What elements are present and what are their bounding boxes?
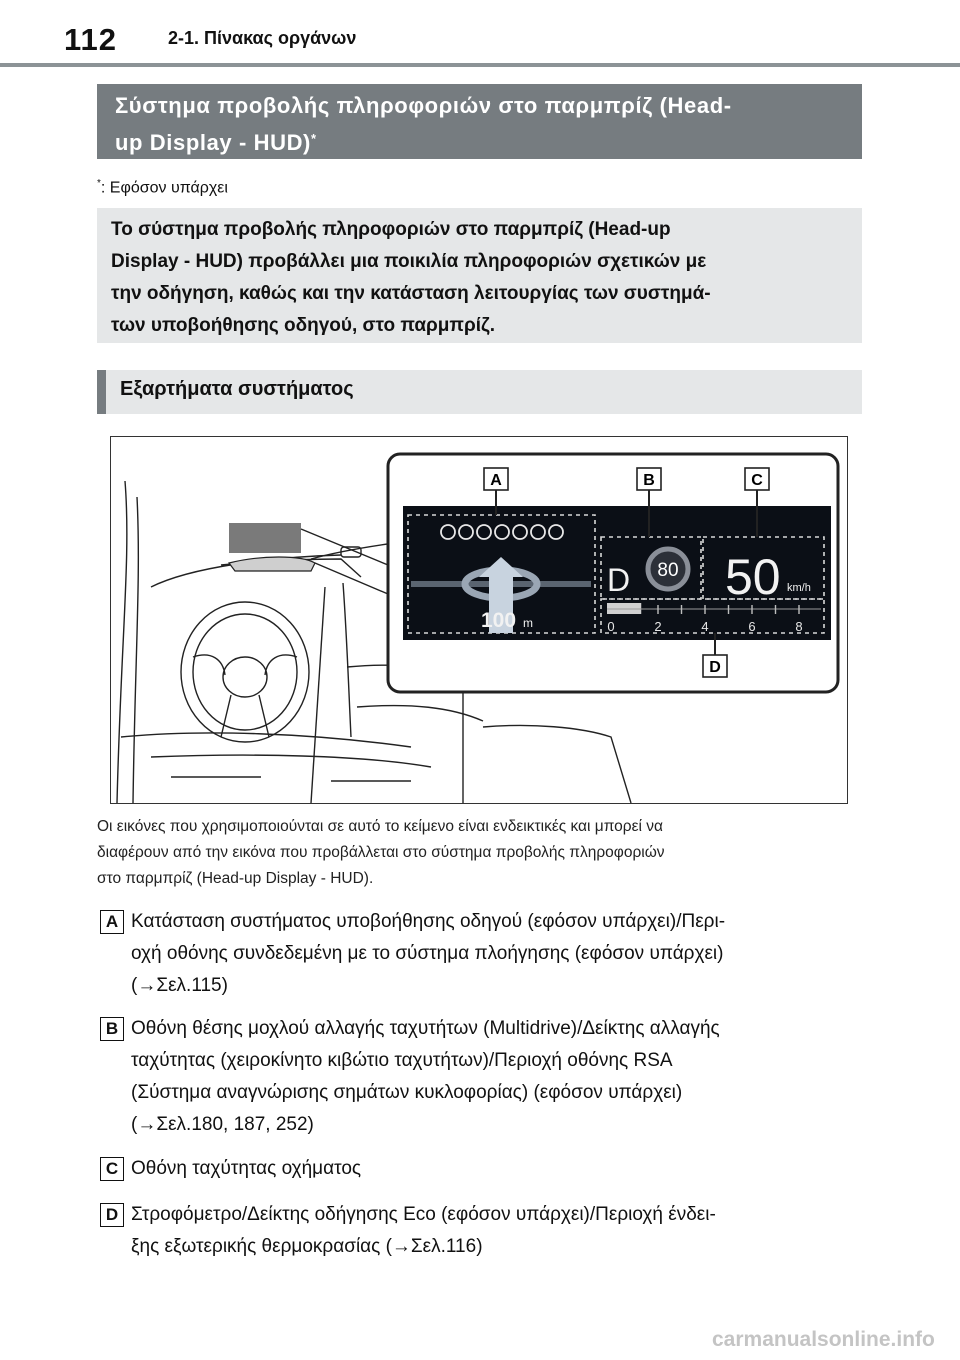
item-line: (Σύστημα αναγνώρισης σημάτων κυκλοφορίας) (εφόσον υπάρχει)	[131, 1082, 683, 1103]
item-line: οχή οθόνης συνδεδεμένη με το σύστημα πλοήγησης (εφόσον υπάρχει)	[131, 943, 724, 964]
intro-line: Display - HUD) προβάλλει μια ποικιλία πληροφοριών σχετικών με	[111, 251, 707, 272]
title-line-1: Σύστημα προβολής πληροφοριών στο παρμπρίζ (Head-	[115, 93, 732, 118]
footnote-text: : Εφόσον υπάρχει	[100, 179, 228, 197]
item-line: ξης εξωτερικής θερμοκρασίας (→Σελ.116)	[131, 1236, 483, 1257]
item-line: (→Σελ.115)	[131, 975, 228, 996]
vehicle-speed: 50	[725, 549, 781, 605]
tachometer-tick-label: 4	[701, 619, 709, 634]
intro-line: των υποβοήθησης οδηγού, στο παρμπρίζ.	[111, 315, 496, 336]
intro-box	[97, 208, 862, 343]
intro-line: την οδήγηση, καθώς και την κατάσταση λειτουργίας των συστημά-	[111, 283, 711, 304]
footnote	[97, 178, 228, 197]
caption-line: διαφέρουν από την εικόνα που προβάλλεται στο σύστημα προβολής πληροφοριών	[97, 844, 665, 861]
title-line-2	[115, 124, 846, 161]
zoom-connector	[301, 529, 395, 597]
subsection-title: Εξαρτήματα συστήματος	[97, 370, 862, 414]
item-label: D	[100, 1203, 124, 1227]
item-line: Στροφόμετρο/Δείκτης οδήγησης Eco (εφόσον υπάρχει)/Περιοχή ένδει-	[131, 1204, 716, 1225]
item-text	[131, 1199, 873, 1263]
tachometer-tick-label: 2	[654, 619, 662, 634]
nav-distance-unit: m	[523, 616, 533, 630]
item-line: (→Σελ.180, 187, 252)	[131, 1114, 314, 1135]
footnote-mark: *	[97, 178, 101, 189]
figure-caption	[97, 814, 867, 892]
tachometer-tick-label: 8	[795, 619, 803, 634]
chapter-title: 2-1. Πίνακας οργάνων	[168, 28, 357, 48]
item-line: Κατάσταση συστήματος υποβοήθησης οδηγού (εφόσον υπάρχει)/Περι-	[131, 911, 726, 932]
watermark: carmanualsonline.info	[712, 1328, 935, 1351]
intro-line: Το σύστημα προβολής πληροφοριών στο παρμπρίζ (Head-up	[111, 219, 671, 240]
item-text	[131, 1153, 873, 1185]
item-label: C	[100, 1157, 124, 1181]
speed-unit: km/h	[787, 582, 811, 594]
callout-a: A	[490, 472, 502, 489]
title-asterisk: *	[311, 131, 317, 146]
callout-b: B	[643, 472, 655, 489]
tachometer-tick-label: 6	[748, 619, 756, 634]
hud-illustration-svg	[111, 437, 847, 803]
callout-c: C	[751, 472, 763, 489]
item-label: A	[100, 910, 124, 934]
section-title-box	[97, 84, 862, 159]
caption-line: Οι εικόνες που χρησιμοποιούνται σε αυτό το κείμενο είναι ενδεικτικές και μπορεί να	[97, 818, 663, 835]
item-label: B	[100, 1017, 124, 1041]
item-line: Οθόνη θέσης μοχλού αλλαγής ταχυτήτων (Multidrive)/Δείκτης αλλαγής	[131, 1018, 720, 1039]
hud-unit	[229, 557, 315, 571]
item-line: ταχύτητας (χειροκίνητο κιβώτιο ταχυτήτων)/Περιοχή οθόνης RSA	[131, 1050, 673, 1071]
tachometer-tick-label: 0	[607, 619, 615, 634]
item-text	[131, 1013, 873, 1141]
caption-line: στο παρμπρίζ (Head-up Display - HUD).	[97, 870, 374, 887]
item-text	[131, 906, 873, 1002]
callout-d: D	[709, 659, 721, 676]
title-line-2-text: up Display - HUD)	[115, 130, 311, 155]
header-divider	[0, 63, 960, 67]
windshield-projection-area	[229, 523, 301, 553]
hud-illustration	[110, 436, 848, 804]
item-line: Οθόνη ταχύτητας οχήματος	[131, 1158, 362, 1179]
page-number: 112	[64, 22, 118, 57]
gear-position: D	[607, 562, 631, 598]
speed-limit-value: 80	[657, 560, 679, 581]
nav-distance-value: 100	[481, 609, 517, 632]
